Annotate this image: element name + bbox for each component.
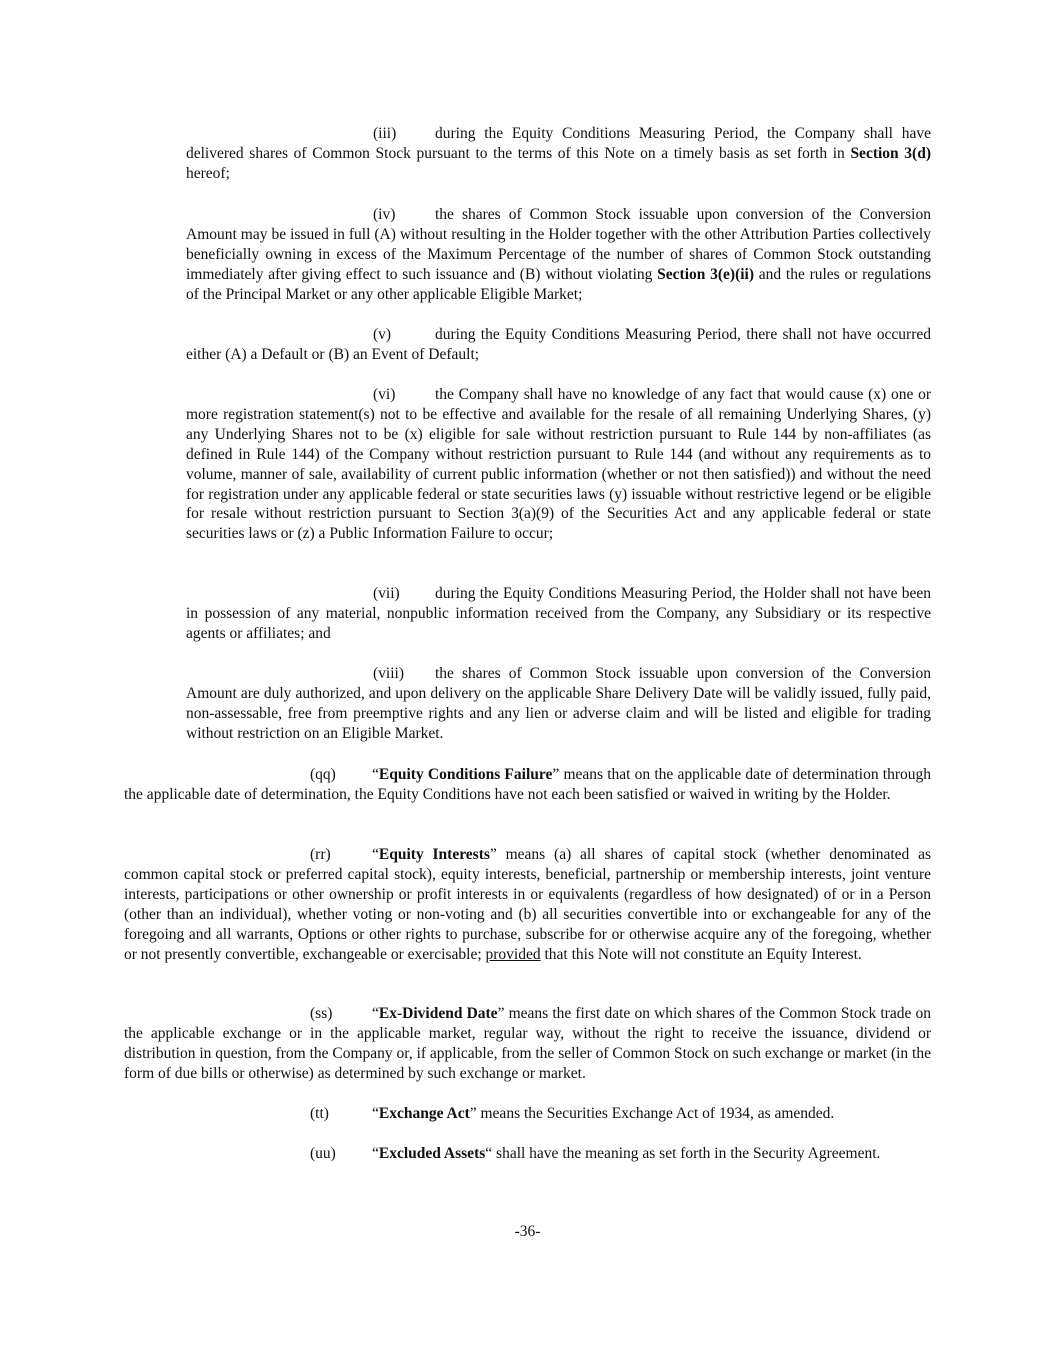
definition-label: (ss) [310, 1005, 333, 1022]
defined-term: Equity Conditions Failure [378, 766, 553, 783]
paragraph-label: (vii) [373, 585, 400, 602]
defined-term: Equity Interests [378, 846, 490, 863]
paragraph-label: (viii) [373, 665, 404, 682]
defined-term: Exchange Act [378, 1105, 470, 1122]
page-number: -36- [514, 1223, 541, 1240]
paragraph-label: (vi) [373, 386, 396, 403]
paragraph-vii: (vii) during the Equity Conditions Measuring Period, the Holder shall not have been in possession of any material, nonpublic information received from the Company, any Subsidiary or its respective agents or affiliates; and [186, 585, 931, 642]
paragraph-label: (iii) [373, 125, 397, 142]
paragraph-iii: (iii) during the Equity Conditions Measuring Period, the Company shall have delivered shares of Common Stock pursuant to the terms of this Note on a timely basis as set forth in Section 3(d) hereof; [186, 125, 931, 182]
defined-term: Ex-Dividend Date [378, 1005, 498, 1022]
definition-ss: (ss) “Ex-Dividend Date” means the first date on which shares of the Common Stock trade on the applicable exchange or in the applicable market, regular way, without the right to receive the issuance, dividend or distribution in question, from the Company or, if applicable, from the seller of Common Stock on such exchange or market (in the form of due bills or otherwise) as determined by such exchange or market. [124, 1005, 931, 1082]
paragraph-viii: (viii) the shares of Common Stock issuable upon conversion of the Conversion Amount are duly authorized, and upon delivery on the applicable Share Delivery Date will be validly issued, fully paid, non-assessable, free from preemptive rights and any lien or adverse claim and will be listed and eligible for trading without restriction on an Eligible Market. [186, 665, 931, 742]
paragraph-label: (v) [373, 326, 392, 343]
definition-uu: (uu) “Excluded Assets“ shall have the meaning as set forth in the Security Agreement. [310, 1145, 881, 1162]
definition-label: (rr) [310, 846, 331, 863]
definition-rr: (rr) “Equity Interests” means (a) all shares of capital stock (whether denominated as common capital stock or preferred capital stock), equity interests, beneficial, partnership or membership interests, joint venture interests, participations or other ownership or profit interests in or equivalents (regardless of how designated) of or in a Person (other than an individual), whether voting or non-voting and (b) all securities convertible into or exchangeable for any of the foregoing and all warrants, Options or other rights to purchase, subscribe for or otherwise acquire any of the foregoing, whether or not presently convertible, exchangeable or exercisable; provided that this Note will not constitute an Equity Interest. [124, 846, 931, 963]
paragraph-vi: (vi) the Company shall have no knowledge of any fact that would cause (x) one or more registration statement(s) not to be effective and available for the resale of all remaining Underlying Shares, (y) any Underlying Shares not to be (x) eligible for sale without restriction pursuant to Rule 144 by non-affiliates (as defined in Rule 144) of the Company without restriction pursuant to Rule 144 (and without any requirements as to volume, manner of sale, availability of current public information (whether or not then satisfied)) and without the need for registration under any applicable federal or state securities laws (y) issuable without restrictive legend or be eligible for resale without restriction pursuant to Section 3(a)(9) of the Securities Act and any applicable federal or state securities laws or (z) a Public Information Failure to occur; [186, 386, 931, 543]
paragraph-label: (iv) [373, 206, 396, 223]
definition-tt: (tt) “Exchange Act” means the Securities Exchange Act of 1934, as amended. [310, 1105, 835, 1122]
definition-label: (qq) [310, 766, 336, 783]
paragraph-iv: (iv) the shares of Common Stock issuable upon conversion of the Conversion Amount may be issued in full (A) without resulting in the Holder together with the other Attribution Parties collectively beneficially owning in excess of the Maximum Percentage of the number of shares of Common Stock outstanding immediately after giving effect to such issuance and (B) without violating Section 3(e)(ii) and the rules or regulations of the Principal Market or any other applicable Eligible Market; [186, 206, 931, 303]
definition-qq: (qq) “Equity Conditions Failure” means that on the applicable date of determination through the applicable date of determination, the Equity Conditions have not each been satisfied or waived in writing by the Holder. [124, 766, 931, 803]
underlined-word: provided [485, 945, 541, 963]
paragraph-v: (v) during the Equity Conditions Measuring Period, there shall not have occurred either (A) a Default or (B) an Event of Default; [186, 326, 931, 363]
defined-term: Excluded Assets [378, 1145, 486, 1162]
section-reference: Section 3(e)(ii) [657, 265, 755, 283]
definition-label: (uu) [310, 1145, 336, 1162]
section-reference: Section 3(d) [850, 144, 931, 162]
definition-label: (tt) [310, 1105, 329, 1122]
